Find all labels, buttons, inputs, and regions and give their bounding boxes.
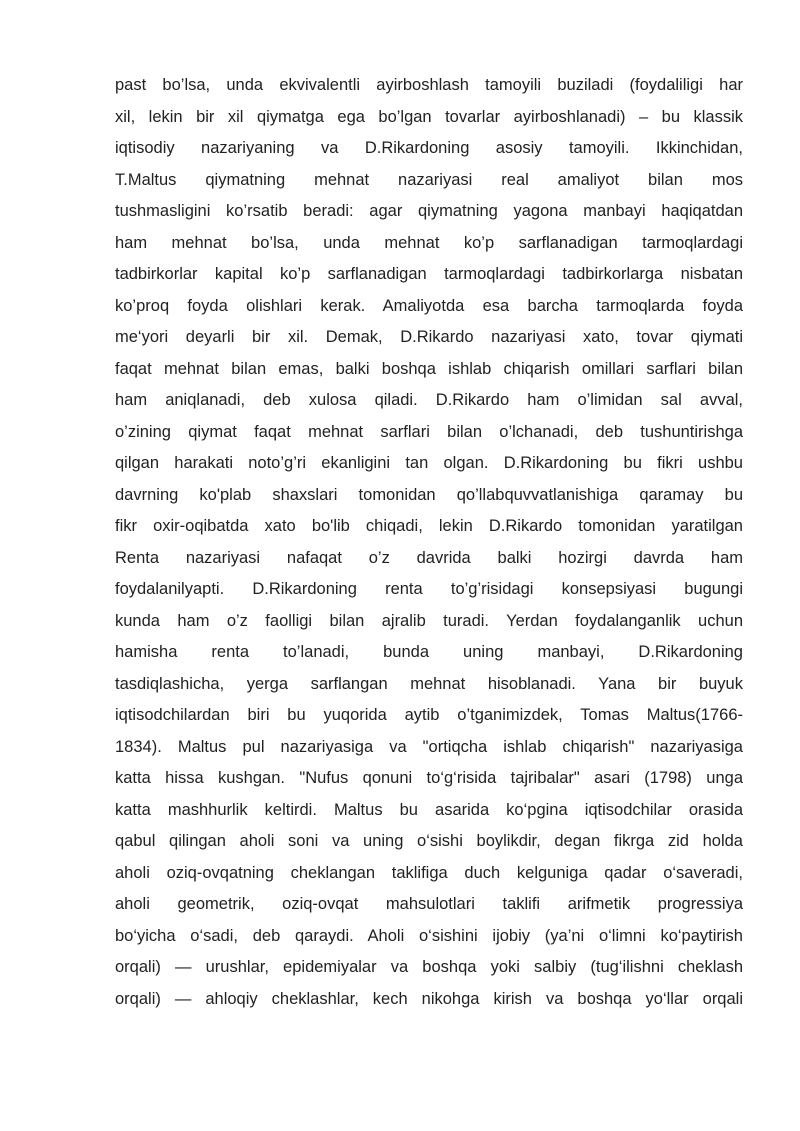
- text-line-6: ham mehnat bo’lsa, unda mehnat ko’p sarflanadigan tarmoqlardagi: [115, 233, 743, 252]
- text-line-7: tadbirkorlar kapital ko’p sarflanadigan tarmoqlardagi tadbirkorlarga nisbatan: [115, 265, 743, 283]
- text-line-9: me‘yori deyarli bir xil. Demak, D.Rikardo nazariyasi xato, tovar qiymati: [115, 328, 743, 346]
- text-line-12: o’zining qiymat faqat mehnat sarflari bilan o’lchanadi, deb tushuntirishga: [115, 422, 743, 441]
- text-line-26: aholi oziq-ovqatning cheklangan taklifiga duch kelguniga qadar o‘saveradi,: [115, 863, 743, 882]
- text-line-13: qilgan harakati noto’g’ri ekanligini tan olgan. D.Rikardoning bu fikri ushbu: [115, 454, 743, 472]
- text-line-27: aholi geometrik, oziq-ovqat mahsulotlari taklifi arifmetik progressiya: [115, 895, 743, 913]
- text-line-25: qabul qilingan aholi soni va uning o‘sishi boylikdir, degan fikrga zid holda: [115, 832, 743, 850]
- text-line-21: iqtisodchilardan biri bu yuqorida aytib o’tganimizdek, Tomas Maltus(1766-: [115, 706, 743, 724]
- text-line-14: davrning ko'plab shaxslari tomonidan qo’llabquvvatlanishiga qaramay bu: [115, 485, 743, 504]
- body-text: [115, 70, 743, 1015]
- text-line-3: iqtisodiy nazariyaning va D.Rikardoning asosiy tamoyili. Ikkinchidan,: [115, 139, 743, 157]
- text-line-29: orqali) — urushlar, epidemiyalar va boshqa yoki salbiy (tug‘ilishni cheklash: [115, 958, 743, 976]
- text-line-2: xil, lekin bir xil qiymatga ega bo’lgan tovarlar ayirboshlanadi) – bu klassik: [115, 107, 743, 126]
- text-line-28: bo‘yicha o‘sadi, deb qaraydi. Aholi o‘sishini ijobiy (ya’ni o‘limni ko‘paytirish: [115, 926, 743, 945]
- text-line-10: faqat mehnat bilan emas, balki boshqa ishlab chiqarish omillari sarflari bilan: [115, 359, 743, 378]
- text-line-8: ko’proq foyda olishlari kerak. Amaliyotda esa barcha tarmoqlarda foyda: [115, 296, 743, 315]
- text-line-22: 1834). Maltus pul nazariyasiga va "ortiqcha ishlab chiqarish" nazariyasiga: [115, 737, 743, 756]
- text-line-4: T.Maltus qiymatning mehnat nazariyasi real amaliyot bilan mos: [115, 170, 743, 189]
- text-line-23: katta hissa kushgan. "Nufus qonuni to‘g‘risida tajribalar" asari (1798) unga: [115, 769, 743, 787]
- text-line-19: hamisha renta to’lanadi, bunda uning manbayi, D.Rikardoning: [115, 643, 743, 661]
- text-line-1: past bo’lsa, unda ekvivalentli ayirboshlash tamoyili buziladi (foydaliligi har: [115, 76, 743, 94]
- text-line-5: tushmasligini ko’rsatib beradi: agar qiymatning yagona manbayi haqiqatdan: [115, 202, 743, 220]
- text-line-16: Renta nazariyasi nafaqat o’z davrida balki hozirgi davrda ham: [115, 548, 743, 567]
- text-line-30: orqali) — ahloqiy cheklashlar, kech nikohga kirish va boshqa yo‘llar orqali: [115, 989, 743, 1008]
- text-line-15: fikr oxir-oqibatda xato bo'lib chiqadi, lekin D.Rikardo tomonidan yaratilgan: [115, 517, 743, 535]
- text-line-24: katta mashhurlik keltirdi. Maltus bu asarida ko‘pgina iqtisodchilar orasida: [115, 800, 743, 819]
- text-line-17: foydalanilyapti. D.Rikardoning renta to’g’risidagi konsepsiyasi bugungi: [115, 580, 743, 598]
- text-line-11: ham aniqlanadi, deb xulosa qiladi. D.Rikardo ham o’limidan sal avval,: [115, 391, 743, 409]
- text-line-20: tasdiqlashicha, yerga sarflangan mehnat hisoblanadi. Yana bir buyuk: [115, 674, 743, 693]
- text-line-18: kunda ham o’z faolligi bilan ajralib turadi. Yerdan foydalanganlik uchun: [115, 611, 743, 630]
